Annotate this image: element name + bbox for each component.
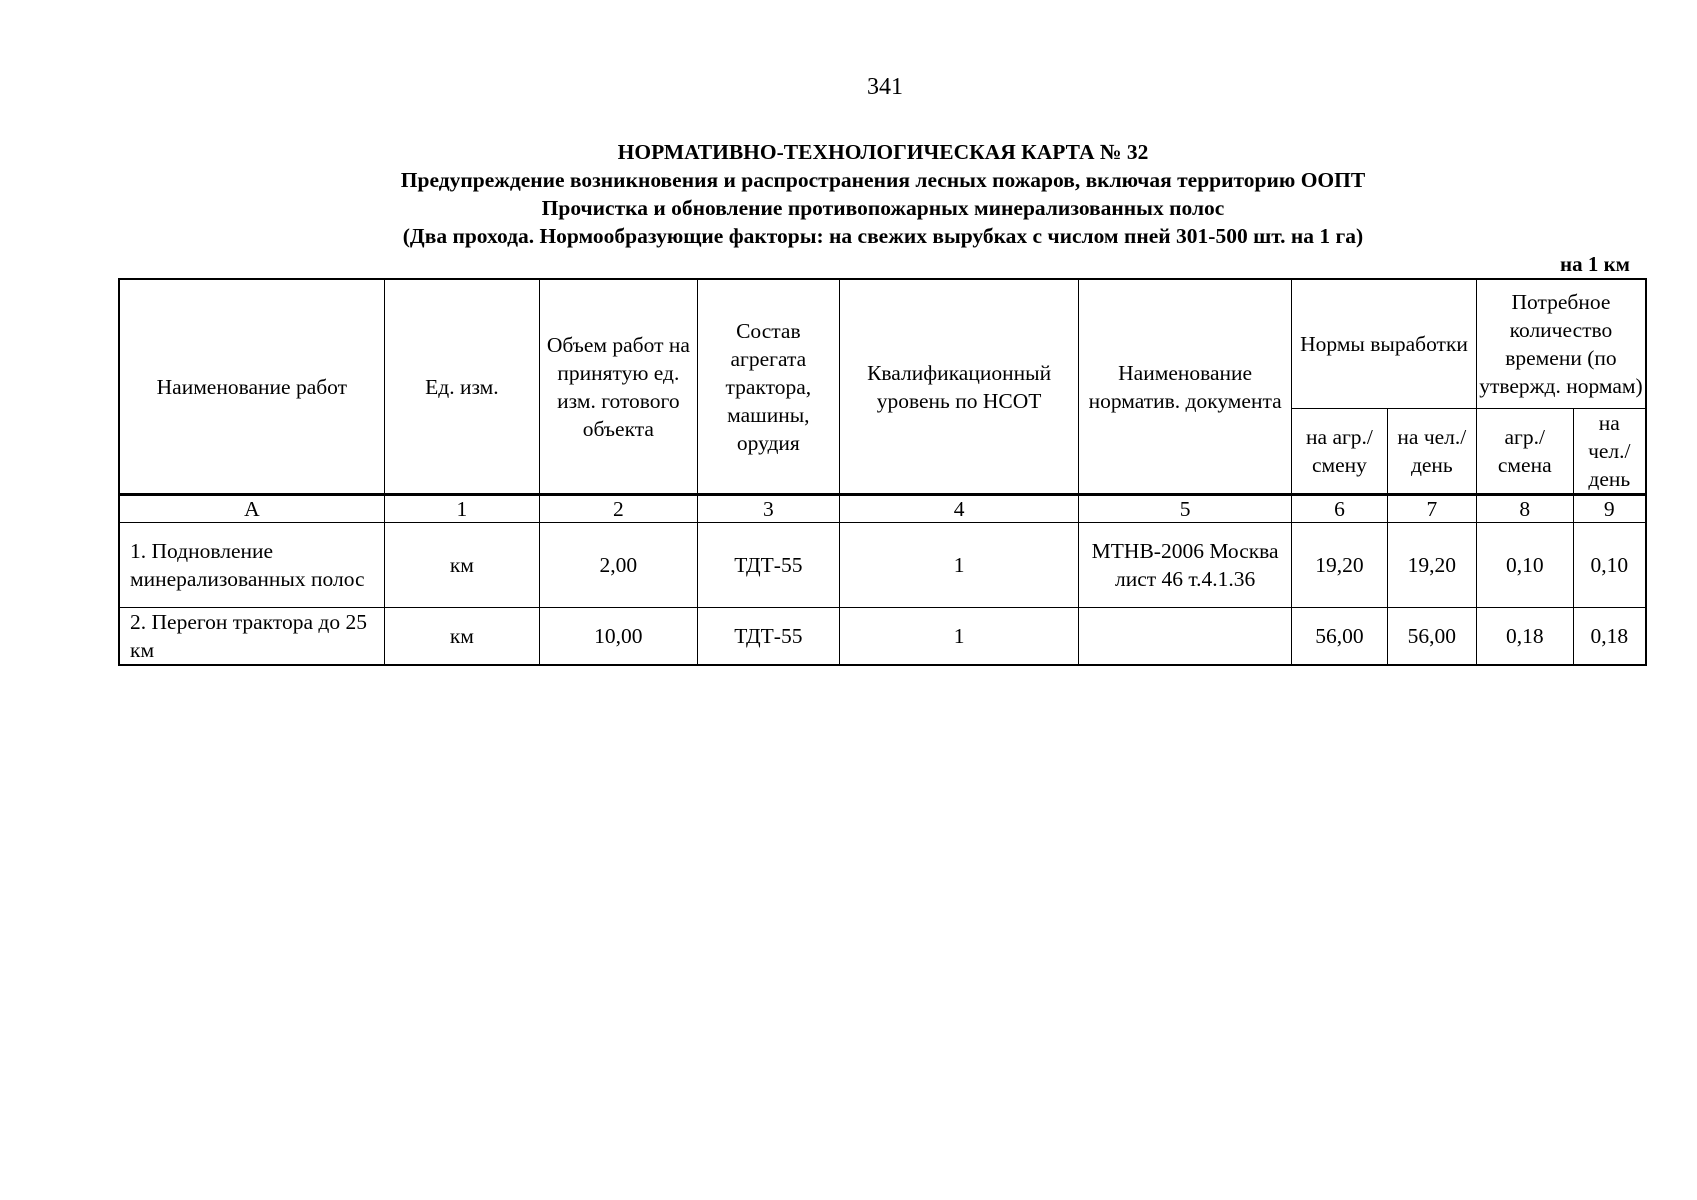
row-volume: 10,00 — [540, 608, 698, 666]
row-time-agr: 0,18 — [1476, 608, 1573, 666]
header-norms-agr: на агр./ смену — [1292, 409, 1388, 495]
row-qualification: 1 — [840, 608, 1079, 666]
row-norm-person: 19,20 — [1387, 523, 1476, 608]
header-time-agr: агр./ смена — [1476, 409, 1573, 495]
column-number: 9 — [1573, 495, 1646, 523]
row-unit: км — [384, 608, 539, 666]
column-number: 6 — [1292, 495, 1388, 523]
row-norm-agr: 19,20 — [1292, 523, 1388, 608]
title-conditions: (Два прохода. Нормообразующие факторы: на свежих вырубках с числом пней 301-500 шт. на 1 га) — [402, 224, 1364, 248]
page-number: 341 — [867, 74, 903, 100]
header-work-name: Наименование работ — [119, 279, 384, 495]
column-number: А — [119, 495, 384, 523]
header-row — [119, 279, 1646, 409]
header-document: Наименование норматив. документа — [1079, 279, 1292, 495]
unit-note: на 1 км — [1559, 252, 1630, 276]
table-row — [119, 608, 1646, 666]
column-number: 5 — [1079, 495, 1292, 523]
title-section: Предупреждение возникновения и распространения лесных пожаров, включая территорию ООПТ — [400, 168, 1366, 192]
header-time-person: на чел./ день — [1573, 409, 1646, 495]
row-norm-agr: 56,00 — [1292, 608, 1388, 666]
norms-table — [118, 278, 1647, 666]
row-composition: ТДТ-55 — [697, 523, 839, 608]
column-number: 1 — [384, 495, 539, 523]
header-composition: Состав агрегата трактора, машины, орудия — [697, 279, 839, 495]
row-time-person: 0,10 — [1573, 523, 1646, 608]
column-number: 8 — [1476, 495, 1573, 523]
header-volume: Объем работ на принятую ед. изм. готового объекта — [540, 279, 698, 495]
column-number: 4 — [840, 495, 1079, 523]
row-unit: км — [384, 523, 539, 608]
title-card-number: НОРМАТИВНО-ТЕХНОЛОГИЧЕСКАЯ КАРТА № 32 — [617, 140, 1149, 164]
document-titles — [118, 138, 1648, 250]
column-number-row — [119, 495, 1646, 523]
row-time-agr: 0,10 — [1476, 523, 1573, 608]
row-work-name: 2. Перегон трактора до 25 км — [119, 608, 384, 666]
header-norms-person: на чел./ день — [1387, 409, 1476, 495]
header-time: Потребное количество времени (по утвержд. нормам) — [1476, 279, 1646, 409]
row-document: МТНВ-2006 Москва лист 46 т.4.1.36 — [1079, 523, 1292, 608]
header-norms: Нормы выработки — [1292, 279, 1477, 409]
title-operation: Прочистка и обновление противопожарных минерализованных полос — [541, 196, 1225, 220]
row-document — [1079, 608, 1292, 666]
column-number: 2 — [540, 495, 698, 523]
header-unit: Ед. изм. — [384, 279, 539, 495]
row-qualification: 1 — [840, 523, 1079, 608]
column-number: 7 — [1387, 495, 1476, 523]
row-volume: 2,00 — [540, 523, 698, 608]
table-row — [119, 523, 1646, 608]
row-work-name: 1. Подновление минерализованных полос — [119, 523, 384, 608]
header-qualification: Квалификационный уровень по НСОТ — [840, 279, 1079, 495]
column-number: 3 — [697, 495, 839, 523]
row-time-person: 0,18 — [1573, 608, 1646, 666]
row-composition: ТДТ-55 — [697, 608, 839, 666]
row-norm-person: 56,00 — [1387, 608, 1476, 666]
